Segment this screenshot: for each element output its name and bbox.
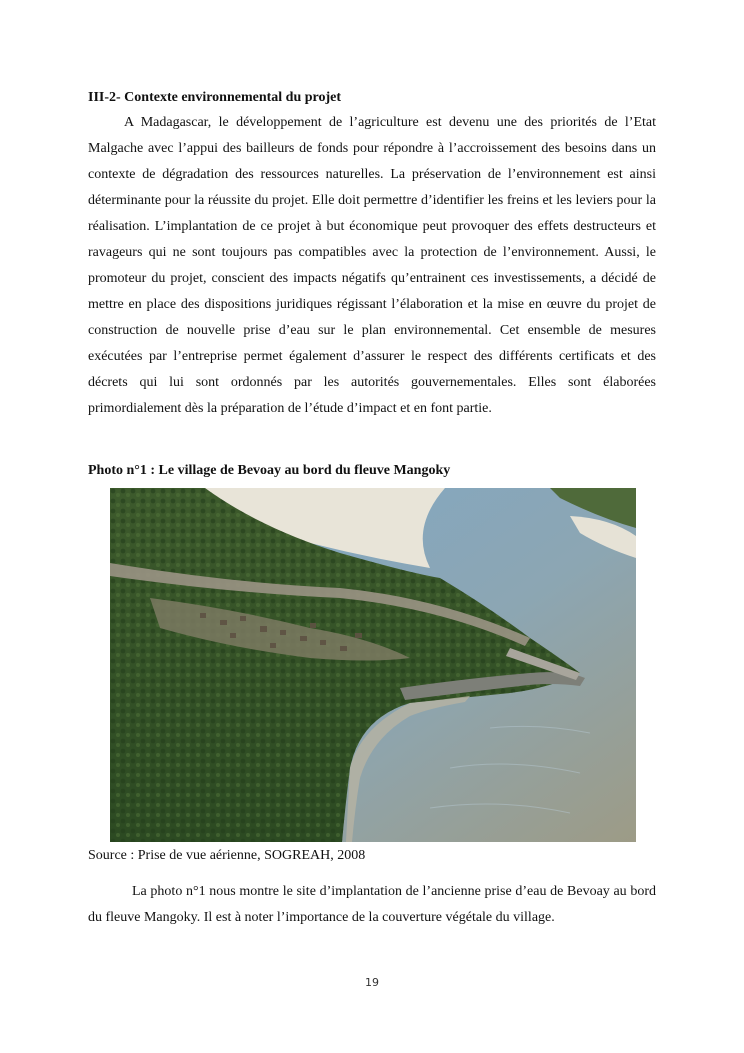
figure-source: Source : Prise de vue aérienne, SOGREAH, 2008 bbox=[88, 848, 366, 863]
aerial-photo bbox=[110, 488, 636, 842]
context-paragraph: A Madagascar, le développement de l’agriculture est devenu une des priorités de l’Etat Malgache avec l’appui des bailleurs de fonds pour répondre à l’accroissement des besoins dans un contexte de dégradation des ressources naturelles. La préservation de l’environnement est ainsi déterminante pour la réussite du projet. Elle doit permettre d’identifier les freins et les leviers pour la réalisation. L’implantation de ce projet à but économique peut provoquer des effets destructeurs et ravageurs qui ne sont toujours pas compatibles avec la protection de l’environnement. Aussi, le promoteur du projet, conscient des impacts négatifs qu’entrainent ces investissements, a décidé de mettre en place des dispositions juridiques régissant l’élaboration et la mise en œuvre du projet de construction de nouvelle prise d’eau sur le plan environnemental. Cet ensemble de mesures exécutées par l’entreprise permet également d’assurer le respect des différents certificats et des décrets qui lui sont ordonnés par les autorités gouvernementales. Elles sont élaborées primordialement dès la préparation de l’étude d’impact et en font partie. bbox=[88, 115, 656, 416]
section-heading: III-2- Contexte environnemental du projet bbox=[88, 90, 342, 105]
photo-description-paragraph: La photo n°1 nous montre le site d’implantation de l’ancienne prise d’eau de Bevoay au bord du fleuve Mangoky. Il est à noter l’importance de la couverture végétale du village. bbox=[88, 884, 656, 925]
figure-caption: Photo n°1 : Le village de Bevoay au bord du fleuve Mangoky bbox=[88, 463, 451, 478]
page-number: 19 bbox=[365, 976, 379, 989]
